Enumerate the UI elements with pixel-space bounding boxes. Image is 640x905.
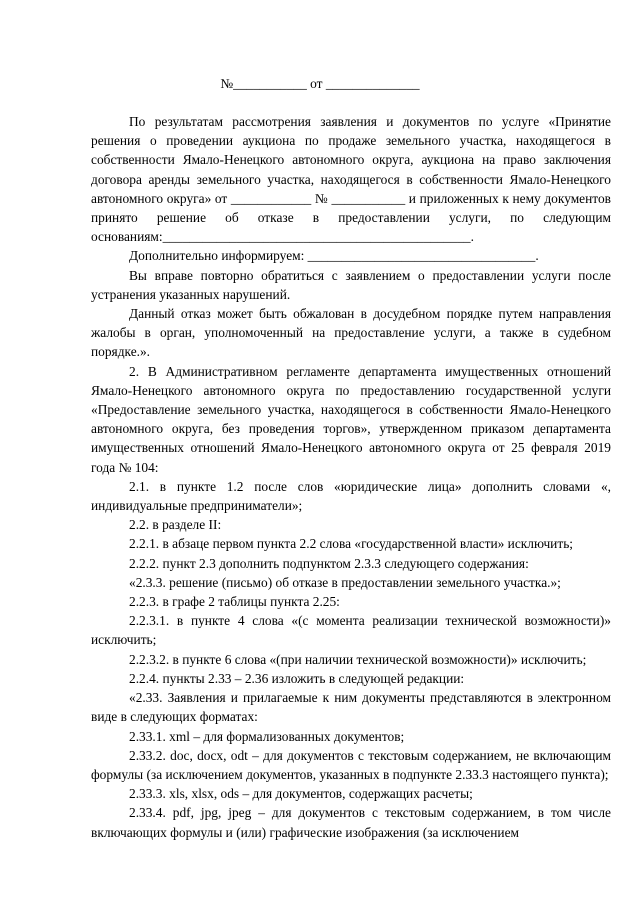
paragraph-2-33-1: 2.33.1. xml – для формализованных документов; <box>129 728 405 744</box>
paragraph-2-33-4: 2.33.4. pdf, jpg, jpeg – для документов с текстовым содержанием, в том числе включающих формулы и (или) графические изображения (за исключением <box>91 805 611 840</box>
paragraph-section-2: 2. В Административном регламенте департамента имущественных отношений Ямало-Ненецкого автономного округа по предоставлению государственной услуги «Предоставление земельного участка, находящегося в собственности Ямало-Ненецкого автономного округа, без проведения торгов», утвержденном приказом департамента имущественных отношений Ямало-Ненецкого автономного округа от 25 февраля 2019 года № 104: <box>91 363 611 475</box>
paragraph-2-2: 2.2. в разделе II: <box>129 517 222 533</box>
paragraph-2-2-3-1: 2.2.3.1. в пункте 4 слова «(с момента реализации технической возможности)» исключить; <box>91 613 611 648</box>
paragraph-2-2-2: 2.2.2. пункт 2.3 дополнить подпунктом 2.3.3 следующего содержания: <box>129 555 529 571</box>
paragraph-2-2-4: 2.2.4. пункты 2.33 – 2.36 изложить в следующей редакции: <box>129 670 465 686</box>
paragraph-2-2-3: 2.2.3. в графе 2 таблицы пункта 2.25: <box>129 594 340 610</box>
paragraph-2-2-1: 2.2.1. в абзаце первом пункта 2.2 слова «государственной власти» исключить; <box>129 536 574 552</box>
document-number-line: №___________ от ______________ <box>220 76 420 91</box>
paragraph-2-33-2: 2.33.2. doc, docx, odt – для документов с текстовым содержанием, не включающим формулы (за исключением документов, указанных в подпункте 2.33.3 настоящего пункта); <box>91 747 611 782</box>
paragraph-reapply: Вы вправе повторно обратиться с заявлением о предоставлении услуги после устранения указанных нарушений. <box>91 267 611 302</box>
paragraph-2-2-3-2: 2.2.3.2. в пункте 6 слова «(при наличии технической возможности)» исключить; <box>129 651 587 667</box>
paragraph-appeal: Данный отказ может быть обжалован в досудебном порядке путем направления жалобы в орган, уполномоченный на предоставление услуги, а также в судебном порядке.». <box>91 306 611 360</box>
paragraph-refusal-decision: По результатам рассмотрения заявления и документов по услуге «Принятие решения о проведении аукциона по продаже земельного участка, находящегося в собственности Ямало-Ненецкого автономного округа, аукциона на право заключения договора аренды земельного участка, находящегося в собственности Ямало-Ненецкого автономного округа» от ____________ № ___________ и приложенных к нему документов принято решение об отказе в предоставлении услуги, по следующим основаниям:______________________________________________. <box>91 114 611 245</box>
paragraph-additional-info: Дополнительно информируем: __________________________________. <box>129 248 539 264</box>
paragraph-2-33: «2.33. Заявления и прилагаемые к ним документы представляются в электронном виде в следующих форматах: <box>91 690 611 725</box>
paragraph-2-1: 2.1. в пункте 1.2 после слов «юридические лица» дополнить словами «, индивидуальные предприниматели»; <box>91 478 611 514</box>
paragraph-2-3-3: «2.3.3. решение (письмо) об отказе в предоставлении земельного участка.»; <box>129 574 561 590</box>
document-body <box>91 112 611 842</box>
paragraph-2-33-3: 2.33.3. xls, xlsx, ods – для документов, содержащих расчеты; <box>129 786 473 802</box>
